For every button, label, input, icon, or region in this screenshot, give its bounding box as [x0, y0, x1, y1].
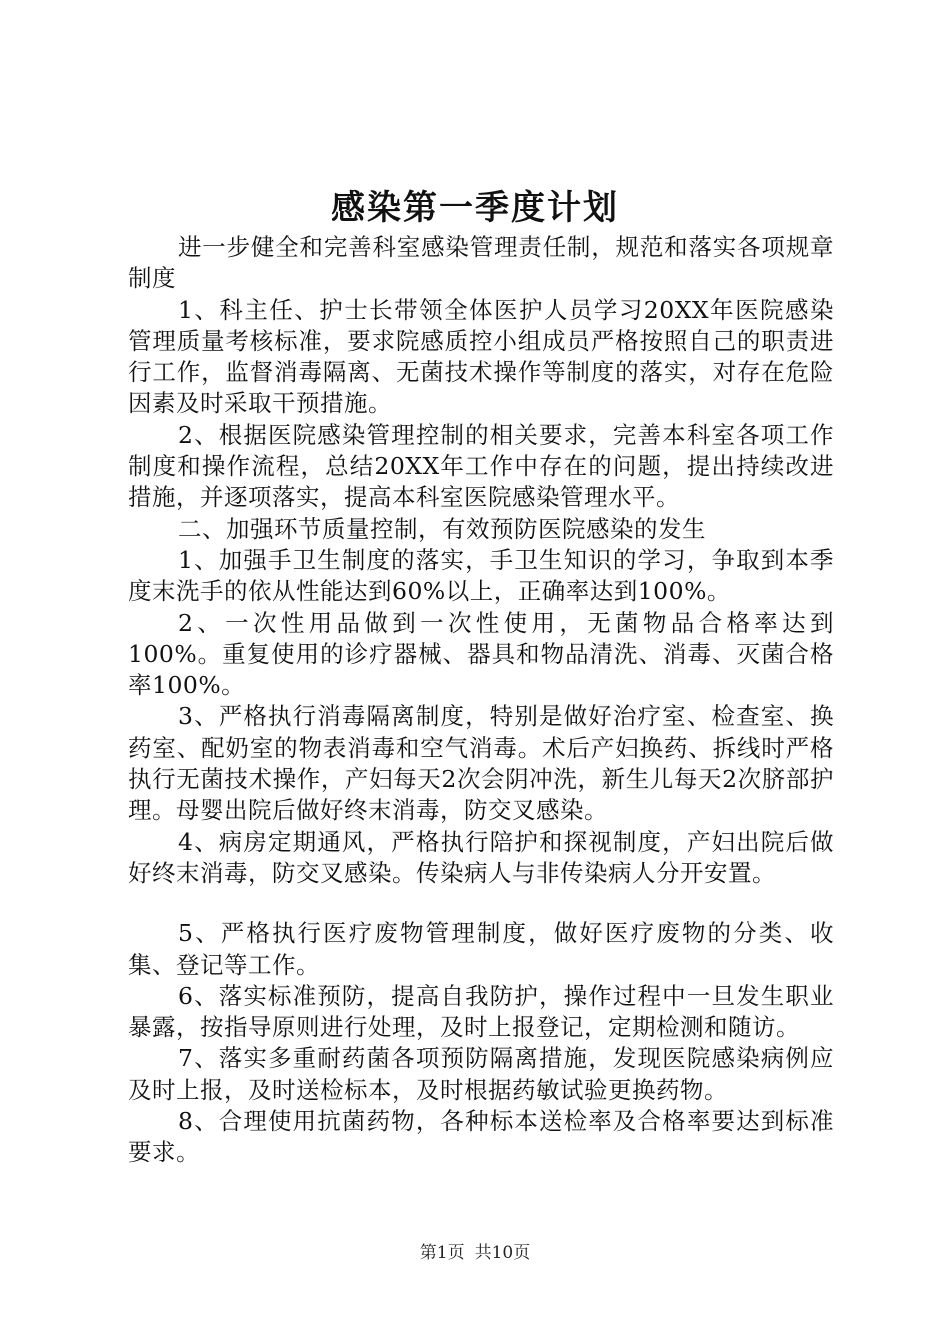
- paragraph-multidrug-resistance: 7、落实多重耐药菌各项预防隔离措施，发现医院感染病例应及时上报，及时送检标本，及时根据药敏试验更换药物。: [128, 1044, 834, 1104]
- paragraph-standard-prevention: 6、落实标准预防，提高自我防护，操作过程中一旦发生职业暴露，按指导原则进行处理，及时上报登记，定期检测和随访。: [128, 981, 834, 1042]
- document-title: 感染第一季度计划: [331, 188, 619, 228]
- section-heading-2: 二、加强环节质量控制，有效预防医院感染的发生: [178, 514, 706, 543]
- paragraph-antibiotics: 8、合理使用抗菌药物，各种标本送检率及合格率要达到标准要求。: [128, 1107, 834, 1167]
- paragraph-item-1: 1、科主任、护士长带领全体医护人员学习20XX年医院感染管理质量考核标准，要求院感质控小组成员严格按照自己的职责进行工作，监督消毒隔离、无菌技术操作等制度的落实，对存在危险因素及时采取干预措施。: [128, 295, 834, 418]
- paragraph-ventilation: 4、病房定期通风，严格执行陪护和探视制度，产妇出院后做好终末消毒，防交叉感染。传染病人与非传染病人分开安置。: [128, 827, 834, 887]
- page-footer: [0, 1241, 950, 1265]
- paragraph-medical-waste: 5、严格执行医疗废物管理制度，做好医疗废物的分类、收集、登记等工作。: [128, 919, 834, 979]
- paragraph-item-2: 2、根据医院感染管理控制的相关要求，完善本科室各项工作制度和操作流程，总结20XX年工作中存在的问题，提出持续改进措施，并逐项落实，提高本科室医院感染管理水平。: [128, 420, 834, 512]
- intro-paragraph: 进一步健全和完善科室感染管理责任制，规范和落实各项规章制度: [128, 233, 834, 293]
- page-number: 第1页: [419, 1243, 465, 1263]
- page-total: 共10页: [474, 1243, 531, 1263]
- document-body: [128, 232, 834, 1169]
- paragraph-disinfection: 3、严格执行消毒隔离制度，特别是做好治疗室、检查室、换药室、配奶室的物表消毒和空气消毒。术后产妇换药、拆线时严格执行无菌技术操作，产妇每天2次会阴冲洗，新生儿每天2次脐部护理。母婴出院后做好终末消毒，防交叉感染。: [128, 702, 834, 825]
- paragraph-disposables: 2、一次性用品做到一次性使用，无菌物品合格率达到100%。重复使用的诊疗器械、器具和物品清洗、消毒、灭菌合格率100%。: [128, 608, 834, 700]
- paragraph-hand-hygiene: 1、加强手卫生制度的落实，手卫生知识的学习，争取到本季度末洗手的依从性能达到60%以上，正确率达到100%。: [128, 545, 834, 606]
